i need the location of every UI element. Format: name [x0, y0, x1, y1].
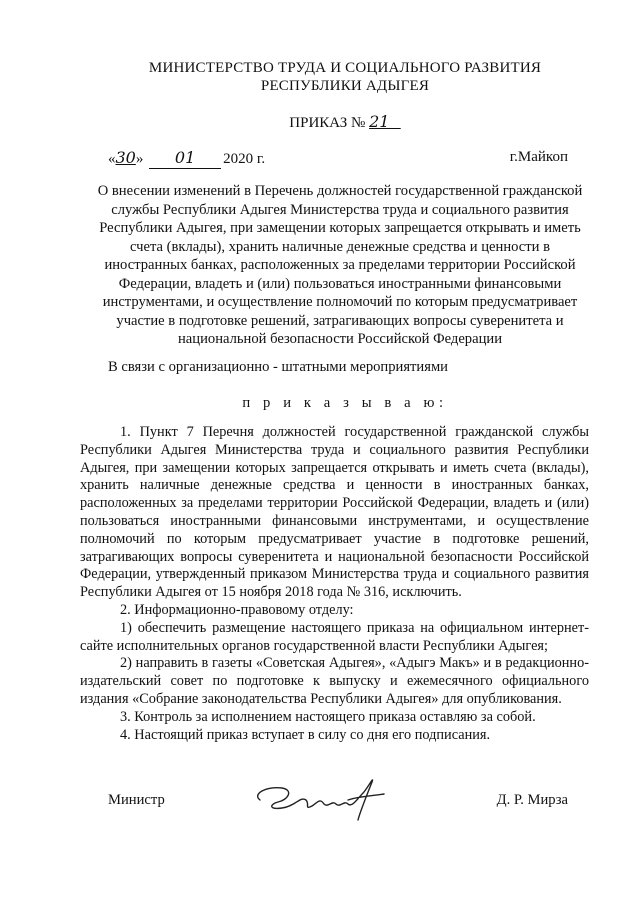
- ministry-name-line1: МИНИСТЕРСТВО ТРУДА И СОЦИАЛЬНОГО РАЗВИТИЯ: [148, 60, 542, 76]
- signatory-position: Министр: [108, 792, 165, 808]
- order-word: п р и к а з ы в а ю:: [242, 395, 448, 411]
- order-subject: [75, 182, 605, 349]
- paragraph-3: 3. Контроль за исполнением настоящего приказа оставляю за собой.: [120, 708, 536, 725]
- order-number: 21: [369, 112, 390, 131]
- date-day: 30: [115, 148, 136, 167]
- subject-line: участие в подготовке решений, затрагивающих вопросы суверенитета и: [116, 312, 564, 329]
- date-open-quote: «: [108, 151, 116, 167]
- subject-line: Федерации, владеть и (или) пользоваться иностранными финансовыми: [118, 275, 562, 292]
- paragraph-2-2: 2) направить в газеты «Советская Адыгея», «Адыгэ Макъ» и в редакционно-издательский совет по подготовке к выпуску и ежемесячного официального издания «Собрание законодательства Республики Адыгея» для опубликования.: [80, 655, 589, 707]
- order-number-underline: [389, 115, 400, 131]
- date-row: [108, 148, 568, 169]
- paragraph-2-1: 1) обеспечить размещение настоящего приказа на официальном интернет-сайте исполнительных органов государственной власти Республики Адыгея;: [80, 619, 589, 654]
- signatory-name: Д. Р. Мирза: [496, 792, 568, 808]
- subject-line: инструментами, и осуществление полномочий по которым предусматривает: [102, 294, 578, 311]
- subject-line: счета (вклады), хранить наличные денежные средства и ценности в: [129, 238, 551, 255]
- paragraph-4: 4. Настоящий приказ вступает в силу со дня его подписания.: [120, 726, 491, 743]
- city: г.Майкоп: [509, 149, 568, 165]
- subject-line: национальной безопасности Российской Федерации: [177, 331, 503, 348]
- subject-line: О внесении изменений в Перечень должностей государственной гражданской: [97, 183, 583, 199]
- date-year: 2020 г.: [223, 151, 266, 167]
- paragraph-2: 2. Информационно-правовому отделу:: [120, 601, 354, 618]
- date-close-quote: »: [135, 151, 144, 167]
- handwritten-signature: [248, 770, 408, 828]
- subject-line: службы Республики Адыгея Министерства труда и социального развития: [111, 201, 569, 218]
- order-title: [100, 112, 590, 133]
- subject-line: иностранных банках, расположенных за пределами территории Российской: [104, 257, 576, 274]
- ministry-header: [100, 60, 590, 95]
- paragraph-1: 1. Пункт 7 Перечня должностей государственной гражданской службы Республики Адыгея Министерства труда и социального развития Республики Адыгея, при замещении которых запрещается открывать и иметь счета (вклады), хранить наличные денежные средства и ценности в иностранных банках, расположенных за пределами территории Российской Федерации, владеть и (или) пользоваться иностранными финансовыми инструментами, и осуществление полномочий по которым предусматривает участие в подготовке решений, затрагивающих вопросы суверенитета и национальной безопасности Российской Федерации, утвержденный приказом Министерства труда и социального развития Республики Адыгея от 15 ноября 2018 года № 316, исключить.: [80, 424, 589, 601]
- date-month: 01: [149, 148, 221, 169]
- order-body: [80, 424, 589, 744]
- order-label: ПРИКАЗ №: [289, 115, 366, 131]
- ministry-name-line2: РЕСПУБЛИКИ АДЫГЕЯ: [260, 77, 430, 94]
- preamble: В связи с организационно - штатными мероприятиями: [108, 359, 448, 375]
- subject-line: Республики Адыгея, при замещении которых запрещается открывать и иметь: [99, 220, 581, 237]
